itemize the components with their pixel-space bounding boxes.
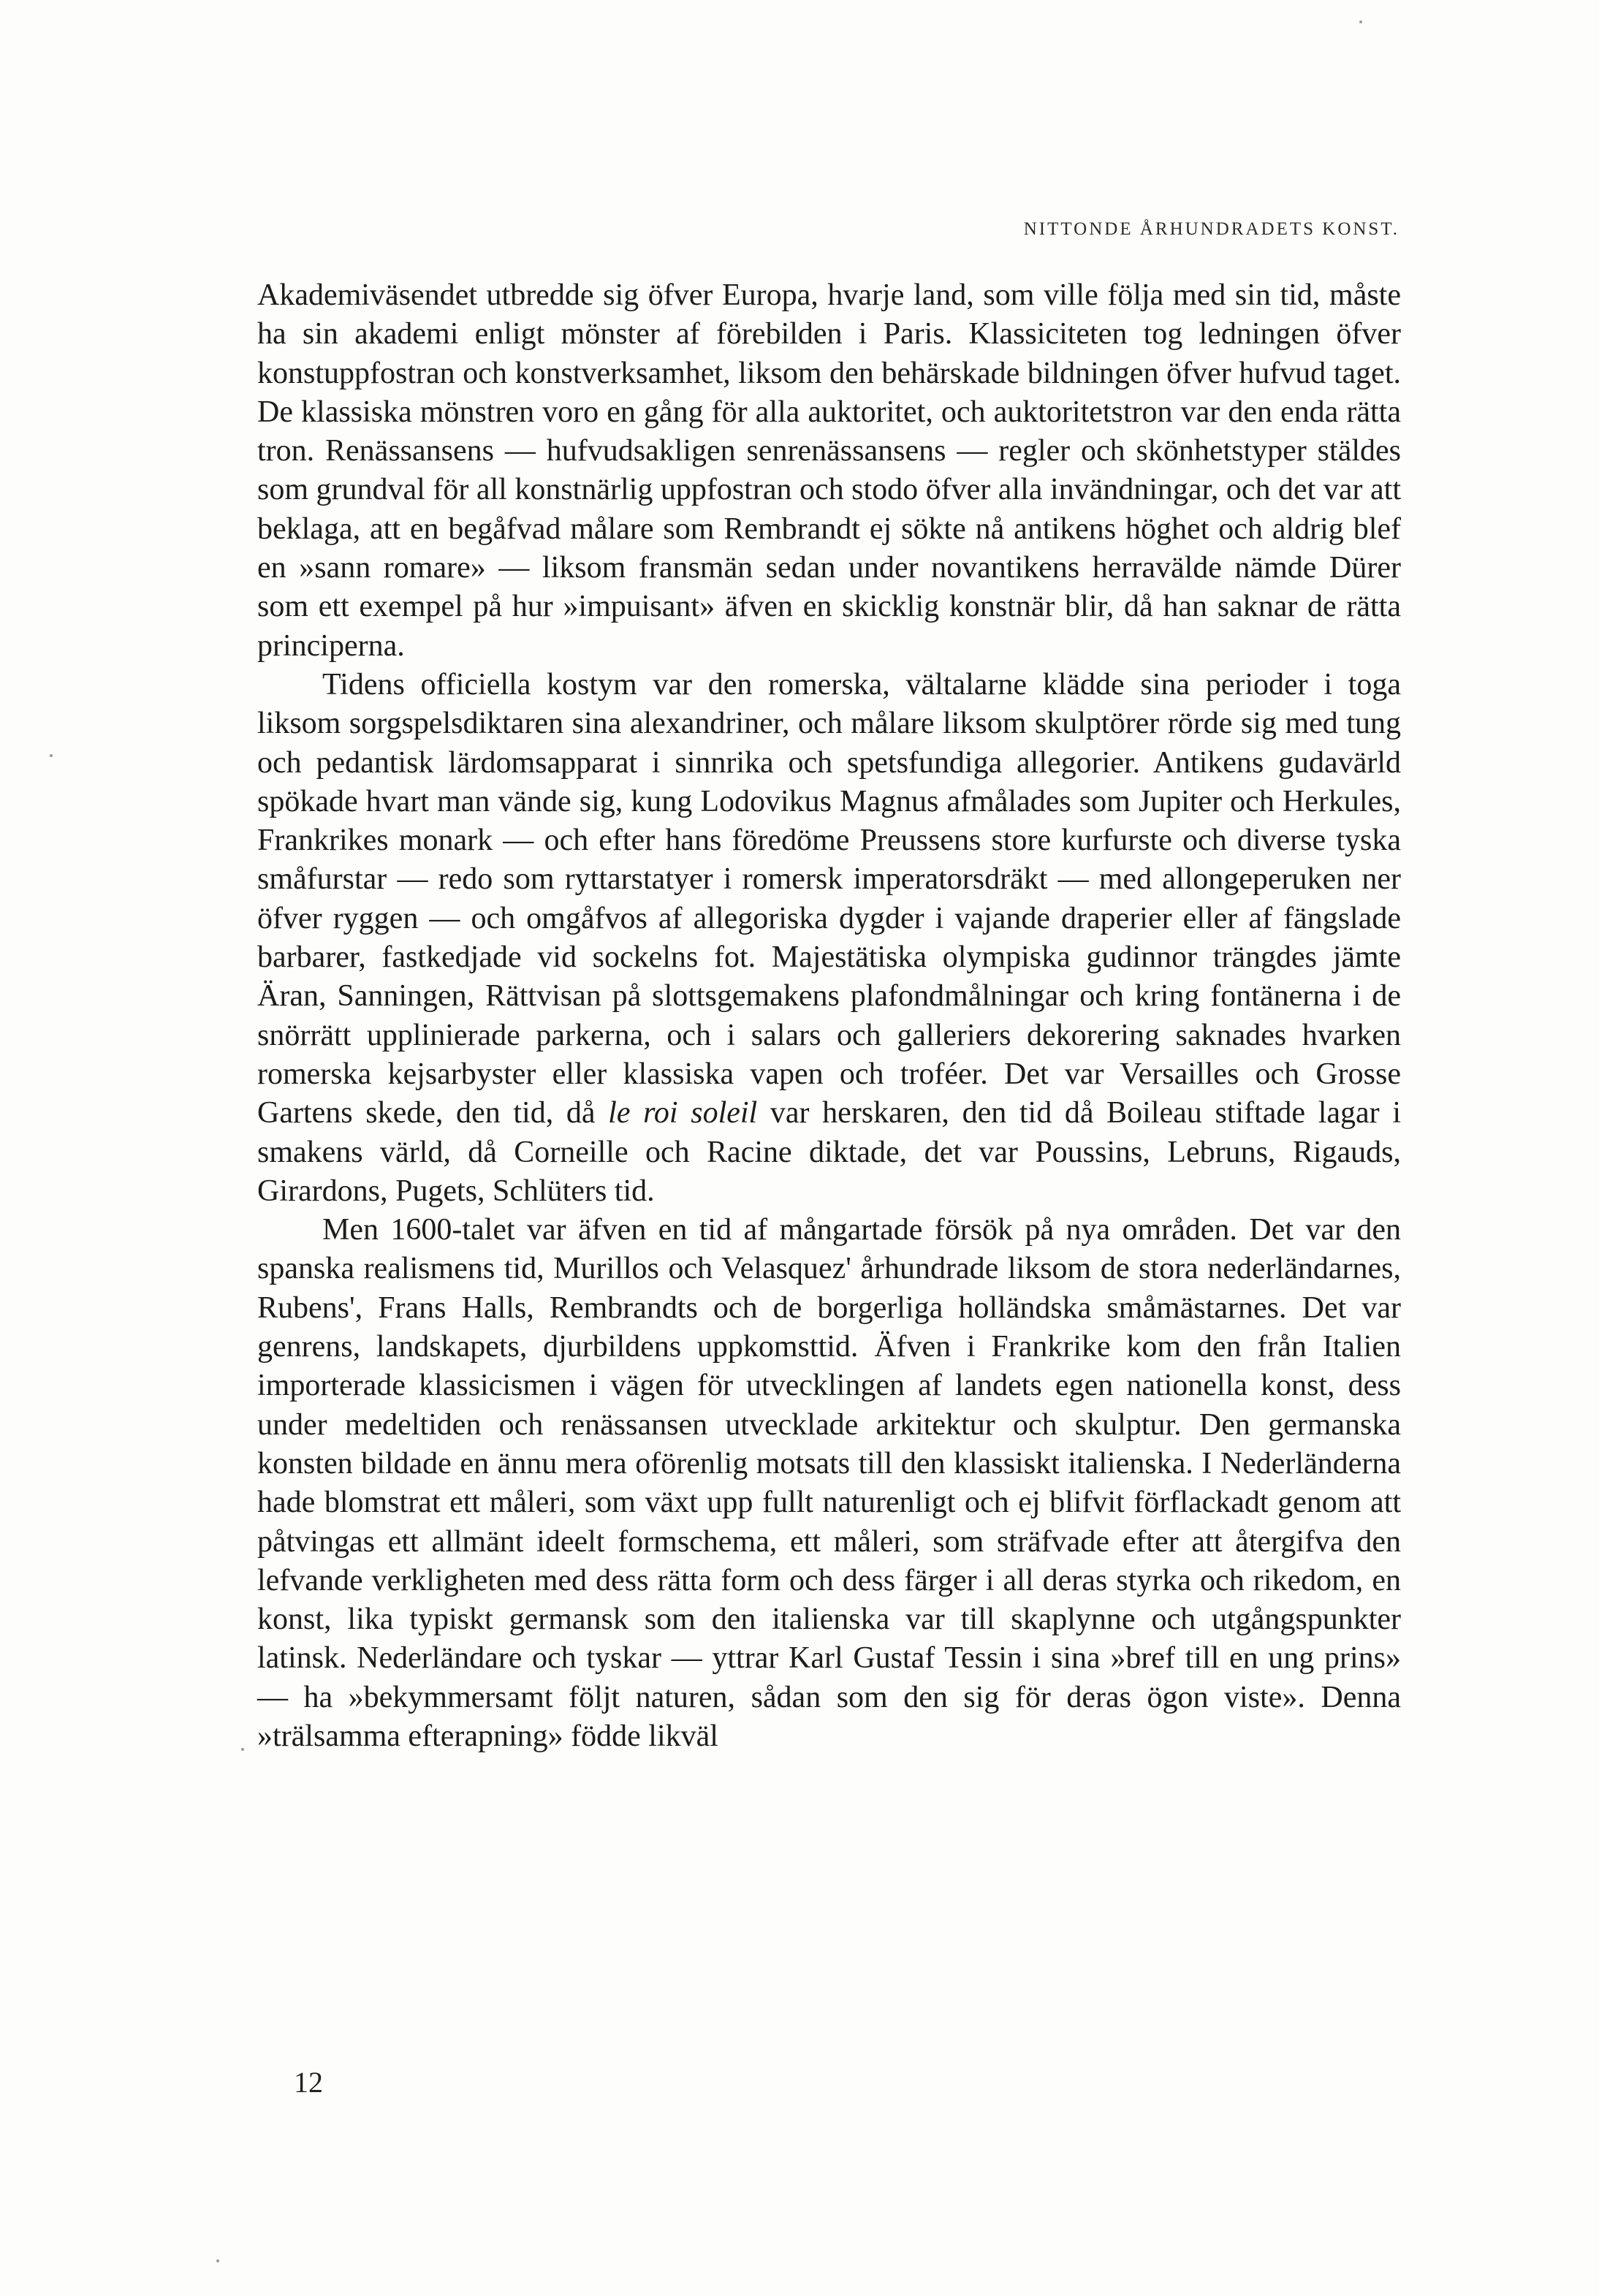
page-number: 12	[294, 2066, 323, 2099]
paragraph-3: Men 1600-talet var äfven en tid af mångartade försök på nya områden. Det var den spanska realismens tid, Murillos och Velasquez' århundrade liksom de stora nederländarnes, Rubens', Frans Halls, Rembrandts och de borgerliga holländska småmästarnes. Det var genrens, landskapets, djurbildens uppkomsttid. Äfven i Frankrike kom den från Italien importerade klassicismen i vägen för utvecklingen af landets egen nationella konst, dess under medeltiden och renässansen utvecklade arkitektur och skulptur. Den germanska konsten bildade en ännu mera oförenlig motsats till den klassiskt italienska. I Nederländerna hade blomstrat ett måleri, som växt upp fullt naturenligt och ej blifvit förflackadt genom att påtvingas ett allmänt ideelt formschema, ett måleri, som sträfvade efter att återgifva den lefvande verkligheten med dess rätta form och dess färger i all deras styrka och rikedom, en konst, lika typiskt germansk som den italienska var till skaplynne och utgångspunkter latinsk. Nederländare och tyskar — yttrar Karl Gustaf Tessin i sina »bref till en ung prins» — ha »bekymmersamt följt naturen, sådan som den sig för deras ögon viste». Denna »trälsamma efterapning» födde likväl	[257, 1213, 1401, 1753]
paper-speck	[1359, 20, 1362, 23]
italic-phrase: le roi soleil	[608, 1096, 758, 1130]
paper-speck	[241, 1748, 244, 1751]
paragraph-2-tail: var herskaren, den tid då Boileau stiftade lagar i smakens värld, då Corneille och Racine diktade, det var Poussins, Lebruns, Rigauds, Girardons, Pugets, Schlüters tid.	[257, 1096, 1401, 1208]
running-head: NITTONDE ÅRHUNDRADETS KONST.	[1023, 219, 1399, 239]
paragraph-1: Akademiväsendet utbredde sig öfver Europa, hvarje land, som ville följa med sin tid, måste ha sin akademi enligt mönster af förebilden i Paris. Klassiciteten tog ledningen öfver konstuppfostran och konstverksamhet, liksom den behärskade bildningen öfver hufvud taget. De klassiska mönstren voro en gång för alla auktoritet, och auktoritetstron var den enda rätta tron. Renässansens — hufvudsakligen senrenässansens — regler och skönhetstyper stäldes som grundval för all konstnärlig uppfostran och stodo öfver alla invändningar, och det var att beklaga, att en begåfvad målare som Rembrandt ej sökte nå antikens höghet och aldrig blef en »sann romare» — liksom fransmän sedan under novantikens herravälde nämde Dürer som ett exempel på hur »impuisant» äfven en skicklig konstnär blir, då han saknar de rätta principerna.	[257, 278, 1401, 663]
paper-speck	[50, 754, 53, 757]
paragraph-2-text: Tidens officiella kostym var den romerska, vältalarne klädde sina perioder i toga liksom sorgspelsdiktaren sina alexandriner, och målare liksom skulptörer rörde sig med tung och pedantisk lärdomsapparat i sinnrika och spetsfundiga allegorier. Antikens gudavärld spökade hvart man vände sig, kung Lodovikus Magnus afmålades som Jupiter och Herkules, Frankrikes monark — och efter hans föredöme Preussens store kurfurste och diverse tyska småfurstar — redo som ryttarstatyer i romersk imperatorsdräkt — med allongeperuken ner öfver ryggen — och omgåfvos af allegoriska dygder i vajande draperier eller af fängslade barbarer, fastkedjade vid sockelns fot. Majestätiska olympiska gudinnor trängdes jämte Äran, Sanningen, Rättvisan på slottsgemakens plafondmålningar och kring fontänerna i de snörrätt upplinierade parkerna, och i salars och galleriers dekorering saknades hvarken romerska kejsarbyster eller klassiska vapen och troféer. Det var Versailles och Grosse Gartens skede, den tid, då	[257, 667, 1401, 1130]
paragraph-2	[257, 666, 1401, 1211]
paper-speck	[216, 2259, 219, 2262]
body-text	[257, 276, 1401, 1756]
